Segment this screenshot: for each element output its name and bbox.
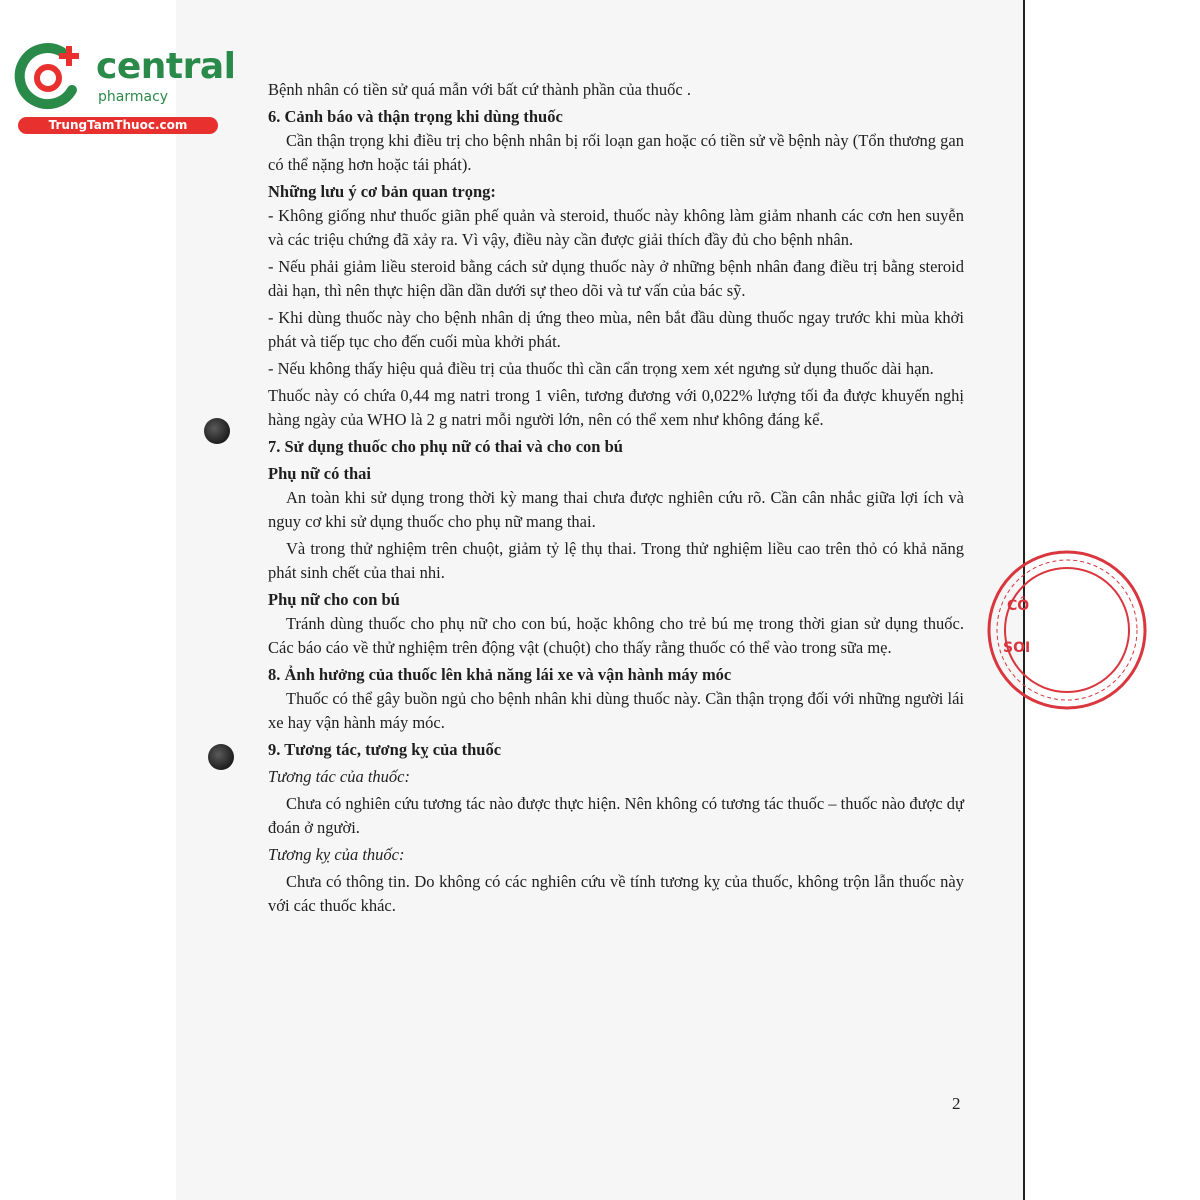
bullet-item: - Không giống như thuốc giãn phế quản và steroid, thuốc này không làm giảm nhanh các cơn hen suyễn và các triệu chứng đã xảy ra. Vì vậy, điều này cần được giải thích đầy đủ cho bệnh nhân. bbox=[268, 206, 964, 249]
incompatibility-paragraph: Chưa có thông tin. Do không có các nghiên cứu về tính tương kỵ của thuốc, không trộn lẫn thuốc này với các thuốc khác. bbox=[268, 872, 964, 915]
section-8-paragraph: Thuốc có thể gây buồn ngủ cho bệnh nhân khi dùng thuốc này. Cần thận trọng đối với những người lái xe hay vận hành máy móc. bbox=[268, 689, 964, 732]
page-number: 2 bbox=[952, 1094, 961, 1113]
section-6-paragraph: Cần thận trọng khi điều trị cho bệnh nhân bị rối loạn gan hoặc có tiền sử về bệnh này (Tổn thương gan có thể nặng hơn hoặc tái phát). bbox=[268, 131, 964, 174]
svg-text:SOI: SOI bbox=[1003, 640, 1031, 656]
central-pharmacy-logo[interactable] bbox=[10, 38, 236, 138]
red-company-stamp bbox=[985, 548, 1031, 713]
section-6-title: 6. Cảnh báo và thận trọng khi dùng thuốc bbox=[268, 107, 563, 126]
important-notes-subtitle: Những lưu ý cơ bản quan trọng: bbox=[268, 182, 496, 201]
logo-subtitle: pharmacy bbox=[98, 89, 169, 105]
intro-text: Bệnh nhân có tiền sử quá mẫn với bất cứ thành phần của thuốc . bbox=[268, 80, 691, 99]
punch-hole bbox=[204, 418, 230, 444]
bullet-item: - Khi dùng thuốc này cho bệnh nhân dị ứng theo mùa, nên bắt đầu dùng thuốc ngay trước khi mùa khởi phát và tiếp tục cho đến cuối mùa khởi phát. bbox=[268, 308, 964, 351]
section-9-title: 9. Tương tác, tương kỵ của thuốc bbox=[268, 740, 502, 759]
pregnancy-subtitle: Phụ nữ có thai bbox=[268, 464, 371, 483]
breastfeeding-subtitle: Phụ nữ cho con bú bbox=[268, 590, 400, 609]
sodium-note-paragraph: Thuốc này có chứa 0,44 mg natri trong 1 viên, tương đương với 0,022% lượng tối đa được khuyến nghị hàng ngày của WHO là 2 g natri mỗi người lớn, nên có thể xem như không đáng kể. bbox=[268, 386, 964, 429]
logo-name: central bbox=[96, 46, 236, 87]
logo-url-badge: TrungTamThuoc.com bbox=[18, 117, 218, 134]
section-8-title: 8. Ảnh hưởng của thuốc lên khả năng lái xe và vận hành máy móc bbox=[268, 665, 732, 684]
document-content bbox=[268, 78, 964, 918]
bullet-item: - Nếu phải giảm liều steroid bằng cách sử dụng thuốc này ở những bệnh nhân đang điều trị bằng steroid dài hạn, thì nên thực hiện dần dần dưới sự theo dõi và tư vấn của bác sỹ. bbox=[268, 257, 964, 300]
bullet-item: - Nếu không thấy hiệu quả điều trị của thuốc thì cần cẩn trọng xem xét ngưng sử dụng thuốc dài hạn. bbox=[268, 359, 934, 378]
breastfeeding-paragraph: Tránh dùng thuốc cho phụ nữ cho con bú, hoặc không cho trẻ bú mẹ trong thời gian sử dụng thuốc. Các báo cáo về thử nghiệm trên động vật (chuột) cho thấy rằng thuốc có thể vào trong sữa mẹ. bbox=[268, 614, 964, 657]
incompatibility-subtitle: Tương kỵ của thuốc: bbox=[268, 845, 405, 864]
pharmacy-cross-logo-icon bbox=[10, 38, 88, 116]
pregnancy-paragraph: An toàn khi sử dụng trong thời kỳ mang thai chưa được nghiên cứu rõ. Cần cân nhắc giữa lợi ích và nguy cơ khi sử dụng thuốc cho phụ nữ mang thai. bbox=[268, 488, 964, 531]
svg-text:CÔ: CÔ bbox=[1007, 598, 1030, 614]
interaction-subtitle: Tương tác của thuốc: bbox=[268, 767, 410, 786]
animal-study-paragraph: Và trong thử nghiệm trên chuột, giảm tỷ lệ thụ thai. Trong thử nghiệm liều cao trên thỏ có khả năng phát sinh chết của thai nhi. bbox=[268, 539, 964, 582]
punch-hole bbox=[208, 744, 234, 770]
interaction-paragraph: Chưa có nghiên cứu tương tác nào được thực hiện. Nên không có tương tác thuốc – thuốc nào được dự đoán ở người. bbox=[268, 794, 964, 837]
section-7-title: 7. Sử dụng thuốc cho phụ nữ có thai và cho con bú bbox=[268, 437, 623, 456]
